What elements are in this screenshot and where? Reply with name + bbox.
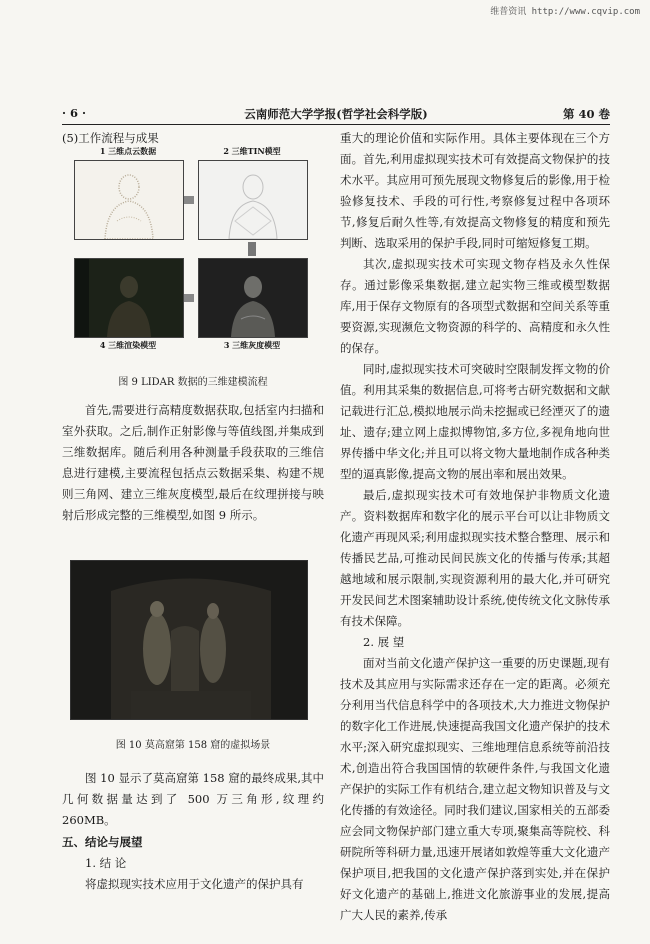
watermark: 维普资讯 http://www.cqvip.com — [490, 7, 640, 17]
volume-number: 第 40 卷 — [562, 107, 610, 121]
right-paragraph-1: 重大的理论价值和实际作用。具体主要体现在三个方面。首先,利用虚拟现实技术可有效提高文物保护的技术水平。其应用可预先展现文物修复后的影像,用于检验修复技术、手段的可行性,考察修复过程中各项环节,修复后耐久性等,有效提高文物修复的精度和预先判断、选取采用的保护手段,同时可缩短修复工期。 — [340, 131, 610, 250]
subsection-outlook: 2. 展 望 — [363, 635, 405, 649]
arrow-right-icon — [184, 196, 194, 204]
subsection-heading: (5)工作流程与成果 — [62, 131, 159, 145]
page-number: · 6 · — [62, 106, 87, 120]
right-paragraph-4: 最后,虚拟现实技术可有效地保护非物质文化遗产。资料数据库和数字化的展示平台可以让非物质文化遗产再现风采;利用虚拟现实技术整合整理、展示和传播民艺品,可推动民间民族文化的传播与传承;其超越地域和展示限制,实现资源利用的最大化,并可研究开发民间艺术图案辅助设计系统,使传统文化文脉传承有技术保障。 — [340, 488, 610, 628]
arrow-left-icon — [184, 294, 194, 302]
right-paragraph-5: 面对当前文化遗产保护这一重要的历史课题,现有技术及其应用与实际需求还存在一定的距离。必须充分利用当代信息科学中的各项技术,大力推进文物保护的数字化工作进展,快速提高我国文化遗产保护的技术水平;深入研究虚拟现实、三维地理信息系统等前沿技术,创造出符合我国国情的软硬件条件,与我国文化遗产保护的实际工作有机结合,建立起文物知识普及与文化传播的有效途径。同时我们建议,国家相关的五部委应会同文物保护部门建立重大专项,聚集高等院校、科研院所等科研力量,迅速开展诸如敦煌等重大文化遗产保护项目,把我国的文化遗产保护落到实处,并在保护好文化遗产的基础上,推进文化旅游事业的发展,提高广大人民的素养,传承 — [340, 656, 610, 922]
running-header — [62, 106, 610, 125]
figure-9 — [70, 146, 310, 365]
arrow-down-icon — [248, 242, 256, 256]
figure-9-caption: 图 9 LIDAR 数据的三维建模流程 — [118, 377, 268, 388]
left-section-headings — [62, 832, 324, 895]
journal-title: 云南师范大学学报(哲学社会科学版) — [244, 107, 428, 121]
tin-model-image — [198, 160, 308, 240]
figure-9-label-3: 3 三维灰度模型 — [223, 340, 281, 350]
right-column — [340, 128, 610, 926]
right-paragraph-2: 其次,虚拟现实技术可实现文物存档及永久性保存。通过影像采集数据,建立起实物三维或模型数据库,用于保存文物原有的各项型式数据和空间关系等重要资源,实现濒危文物资源的科学的、高精度和永久性的保存。 — [340, 257, 610, 355]
figure-9-label-1: 1 三维点云数据 — [99, 146, 157, 156]
figure-9-label-4: 4 三维渲染模型 — [99, 340, 157, 350]
grayscale-model-image — [198, 258, 308, 338]
section-heading: 五、结论与展望 — [62, 835, 143, 849]
left-paragraph-1: 首先,需要进行高精度数据获取,包括室内扫描和室外获取。之后,制作正射影像与等值线图,并集成到三维数据库。随后利用各种测量手段获取的三维信息进行建模,主要流程包括点云数据采集、构建不规则三角网、建立三维灰度模型,最后在纹理拼接与映射后形成完整的三维模型,如图 9 所示。 — [62, 403, 324, 522]
left-paragraph-3: 将虚拟现实技术应用于文化遗产的保护具有 — [85, 877, 304, 891]
render-model-image — [74, 258, 184, 338]
figure-10-caption: 图 10 莫高窟第 158 窟的虚拟场景 — [115, 740, 271, 751]
figure-10-image — [70, 560, 308, 720]
figure-9-label-2: 2 三维TIN模型 — [223, 146, 281, 156]
subsection-conclusion: 1. 结 论 — [85, 856, 127, 870]
left-paragraph-2: 图 10 显示了莫高窟第 158 窟的最终成果,其中几何数据量达到了 500 万三角形,纹理约 260MB。 — [62, 771, 324, 827]
right-paragraph-3: 同时,虚拟现实技术可突破时空限制发挥文物的价值。利用其采集的数据信息,可将考古研究数据和文献记载进行汇总,模拟地展示尚未挖掘或已经湮灭了的遗址、遗存;建立网上虚拟博物馆,多方位,多视角地向世界传播中华文化;并且可以将文物大量地制作成各种类型的逼真影像,提高文物的展出率和展出效果。 — [340, 362, 610, 481]
point-cloud-image — [74, 160, 184, 240]
